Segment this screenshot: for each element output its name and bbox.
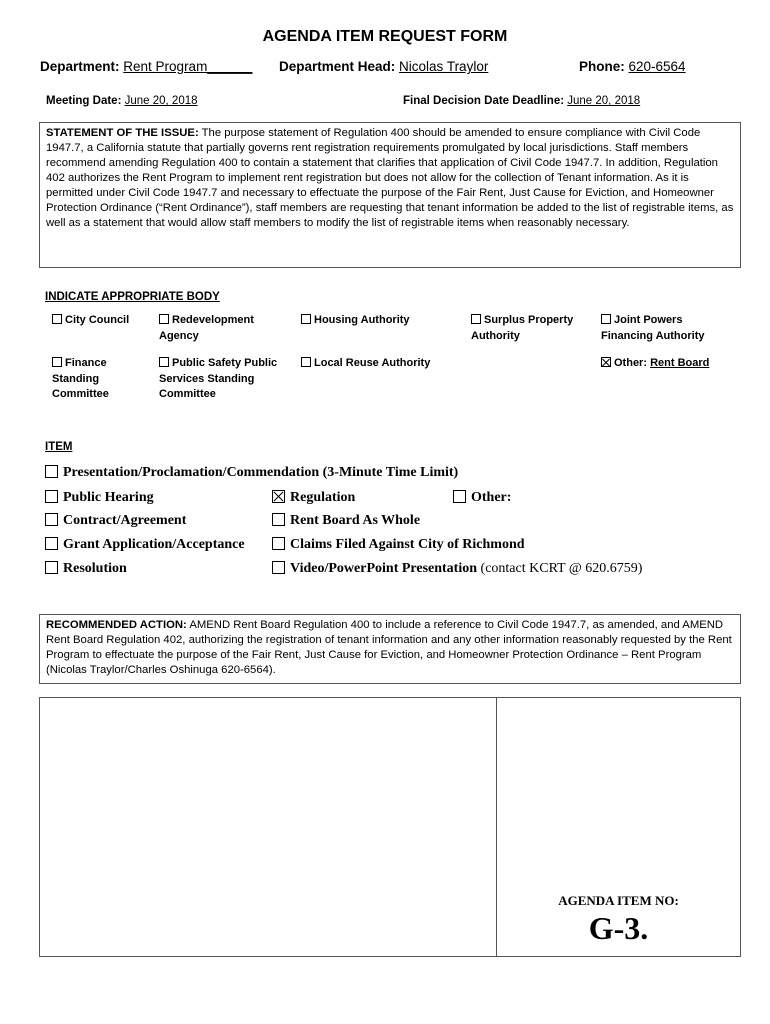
checkbox[interactable] [453, 490, 466, 503]
recommended-action-text: AMEND Rent Board Regulation 400 to include a reference to Civil Code 1947.7, as amended, and AMEND Rent Board Regulation 402, authorizing the registration of tenant information and any other information reasonably requested by the Rent Program to effectuate the purpose of the Fair Rent, Just Cause for Eviction, and Homeowner Protection Ordinance – Rent Program (Nicolas Traylor/Charles Oshinuga 620-6564). [46, 619, 732, 676]
body-option-housing-authority[interactable]: Housing Authority [301, 313, 410, 329]
form-title: AGENDA ITEM REQUEST FORM [262, 28, 508, 45]
deadline-value: June 20, 2018 [567, 95, 641, 107]
department-value: Rent Program______ [123, 59, 253, 74]
checkbox[interactable] [301, 357, 311, 367]
item-grant-application[interactable]: Grant Application/Acceptance [45, 537, 245, 553]
body-option-joint-powers-financing-authority[interactable]: Joint Powers Financing Authority [601, 314, 705, 342]
body-option-surplus-property-authority[interactable]: Surplus Property Authority [471, 314, 574, 342]
body-option-city-council[interactable]: City Council [52, 313, 129, 329]
phone-label: Phone: [579, 59, 625, 74]
statement-label: STATEMENT OF THE ISSUE: [46, 127, 199, 139]
other-body-value: Rent Board [650, 357, 710, 369]
item-rent-board-as-whole[interactable]: Rent Board As Whole [272, 513, 420, 529]
checkbox-checked[interactable] [272, 490, 285, 503]
checkbox[interactable] [272, 513, 285, 526]
recommended-action-box [39, 614, 741, 684]
checkbox[interactable] [301, 314, 311, 324]
body-option-public-safety-committee[interactable]: Public Safety Public Services Standing Committee [159, 357, 278, 400]
body-option-finance-standing-committee[interactable]: Finance Standing Committee [52, 357, 109, 400]
item-contract-agreement[interactable]: Contract/Agreement [45, 513, 186, 529]
item-video-presentation[interactable]: Video/PowerPoint Presentation (contact KCRT @ 620.6759) [272, 561, 642, 577]
checkbox[interactable] [52, 357, 62, 367]
item-presentation[interactable]: Presentation/Proclamation/Commendation (3-Minute Time Limit) [45, 465, 458, 481]
deadline-label: Final Decision Date Deadline: [403, 95, 565, 107]
checkbox[interactable] [45, 561, 58, 574]
phone-value: 620-6564 [628, 59, 686, 74]
item-resolution[interactable]: Resolution [45, 561, 127, 577]
item-section-heading: ITEM [45, 441, 73, 453]
checkbox[interactable] [601, 314, 611, 324]
checkbox[interactable] [471, 314, 481, 324]
item-regulation[interactable]: Regulation [272, 490, 355, 506]
department-head-value: Nicolas Traylor [399, 59, 489, 74]
department-head-field [279, 59, 488, 74]
bottom-box [39, 697, 741, 957]
recommended-action-label: RECOMMENDED ACTION: [46, 619, 187, 631]
department-label: Department: [40, 59, 120, 74]
phone-field [579, 59, 686, 74]
checkbox[interactable] [159, 357, 169, 367]
video-contact-note: (contact KCRT @ 620.6759) [480, 561, 643, 576]
checkbox[interactable] [45, 465, 58, 478]
department-head-label: Department Head: [279, 59, 396, 74]
department-field [40, 59, 252, 74]
checkbox[interactable] [159, 314, 169, 324]
meeting-date-field [46, 95, 198, 107]
checkbox[interactable] [45, 490, 58, 503]
agenda-item-number: G-3. [588, 910, 649, 946]
checkbox[interactable] [45, 513, 58, 526]
checkbox-checked[interactable] [601, 357, 611, 367]
checkbox[interactable] [52, 314, 62, 324]
meeting-date-value: June 20, 2018 [124, 95, 198, 107]
statement-box [39, 122, 741, 268]
item-other[interactable]: Other: [453, 490, 511, 506]
checkbox[interactable] [272, 561, 285, 574]
statement-text: The purpose statement of Regulation 400 should be amended to ensure compliance with Civil Code 1947.7, a California statute that partially governs rent registration requirements promulgated by local jurisdictions. Staff members recommend amending Regulation 400 to contain a statement that clarifies that application of Civil Code 1947.7. In addition, Regulation 402 authorizes the Rent Program to implement rent registration but does not allow for the collection of Tenant information. As it is permitted under Civil Code 1947.7 and necessary to effectuate the purpose of the Fair Rent, Just Cause for Eviction, and Homeowner Protection Ordinance (“Rent Ordinance”), staff members are requesting that tenant information be added to the list of registrable items, as well as a statement that would allow staff members to modify the list of registrable items when reasonably necessary. [46, 127, 734, 229]
checkbox[interactable] [272, 537, 285, 550]
body-option-local-reuse-authority[interactable]: Local Reuse Authority [301, 356, 430, 372]
checkbox[interactable] [45, 537, 58, 550]
item-claims-filed[interactable]: Claims Filed Against City of Richmond [272, 537, 525, 553]
body-section-heading: INDICATE APPROPRIATE BODY [45, 291, 220, 303]
agenda-item-label: AGENDA ITEM NO: [558, 893, 679, 908]
meeting-date-label: Meeting Date: [46, 95, 122, 107]
item-public-hearing[interactable]: Public Hearing [45, 490, 154, 506]
body-option-redevelopment-agency[interactable]: Redevelopment Agency [159, 314, 254, 342]
body-option-other[interactable]: Other: Rent Board [601, 356, 709, 372]
deadline-field [403, 95, 640, 107]
